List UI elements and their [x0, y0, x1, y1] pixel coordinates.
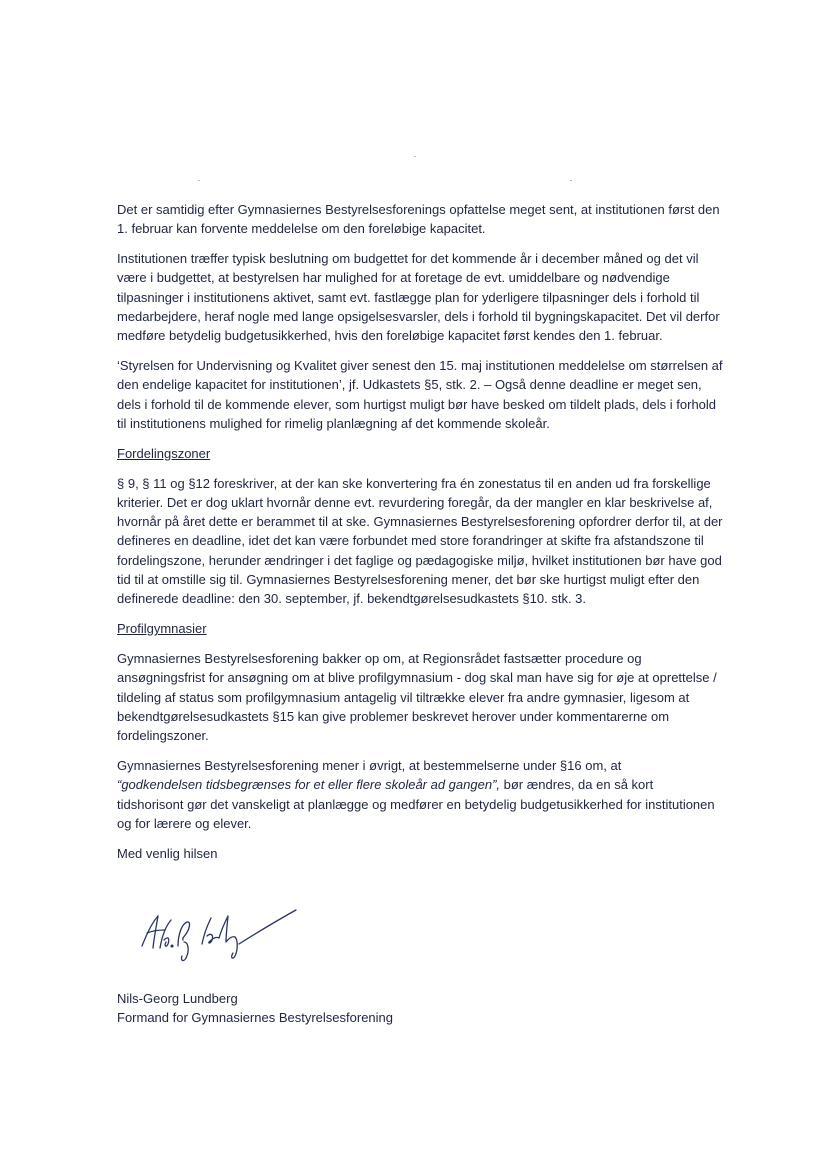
paragraph-capacity-deadline: Det er samtidig efter Gymnasiernes Bestyrelsesforenings opfattelse meget sent, at institutionen først den 1. februar kan forvente meddelelse om den foreløbige kapacitet.: [117, 202, 720, 237]
signer-title: Formand for Gymnasiernes Bestyrelsesforening: [117, 1010, 394, 1026]
paragraph-time-limit-rest: bør ændres, da en så kort tidshorisont gør det vanskeligt at planlægge og medfører en betydelig budgetusikkerhed for institutionen og for lærere og elever.: [117, 777, 715, 831]
closing-greeting: Med venlig hilsen: [117, 845, 218, 861]
paragraph-final-capacity: ‘Styrelsen for Undervisning og Kvalitet giver senest den 15. maj institutionen meddelelse om størrelsen af den endelige kapacitet for institutionen’, jf. Udkastets §5, stk. 2. – Også denne deadline er meget sen, dels i forhold til de kommende elever, som hurtigst muligt bør have besked om tildelt plads, dels i forhold til institutionens mulighed for rimelig planlægning af det kommende skoleår.: [117, 358, 723, 431]
quoted-provision: “godkendelsen tidsbegrænses for et eller flere skoleår ad gangen”,: [117, 777, 501, 793]
paragraph-zones: § 9, § 11 og §12 foreskriver, at der kan ske konvertering fra én zonestatus til en anden ud fra forskellige kriterier. Det er dog uklart hvornår denne evt. revurdering foregår, da der mangler en klar beskrivelse af, hvornår på året dette er berammet til at ske. Gymnasiernes Bestyrelsesforening opfordrer derfor til, at der defineres en deadline, idet det kan være forbundet med store forandringer at skifte fra afstandszone til fordelingszone, herunder ændringer i det faglige og pædagogiske miljø, hvilket institutionen bør have god tid til at omstille sig til. Gymnasiernes Bestyrelsesforening mener, det bør ske hurtigst muligt efter den definerede deadline: den 30. september, jf. bekendtgørelsesudkastets §10. stk. 3.: [117, 475, 723, 607]
paragraph-budget: Institutionen træffer typisk beslutning om budgettet for det kommende år i december måned og det vil være i budgettet, at bestyrelsen har mulighed for at foretage de evt. umiddelbare og nødvendige tilpasninger i institutionens aktivet, samt evt. fastlægge plan for yderligere tilpasninger dels i forhold til medarbejdere, heraf nogle med lange opsigelsesvarsler, dels i forhold til bygningskapacitet. Det vil derfor medføre betydelig budgetusikkerhed, hvis den foreløbige kapacitet først kendes den 1. februar.: [117, 251, 720, 344]
signer-block: [117, 989, 393, 1028]
heading-profilgymnasier: Profilgymnasier: [117, 621, 207, 637]
signature-icon: [138, 906, 303, 968]
paragraph-profile-schools: Gymnasiernes Bestyrelsesforening bakker op om, at Regionsrådet fastsætter procedure og ansøgningsfrist for ansøgning om at blive profilgymnasium - dog skal man have sig for øje at oprettelse / tildeling af status som profilgymnasium antagelig vil tiltrække elever fra andre gymnasier, ligesom at bekendtgørelsesudkastets §15 kan give problemer beskrevet herover under kommentarerne om fordelingszoner.: [117, 650, 717, 744]
paragraph-time-limit-intro: Gymnasiernes Bestyrelsesforening mener i øvrigt, at bestemmelserne under §16 om, at: [117, 757, 622, 773]
paragraph-time-limit: [117, 756, 723, 833]
letter-body: [117, 200, 723, 873]
scan-speck: [198, 180, 200, 181]
signer-name: Nils-Georg Lundberg: [117, 991, 238, 1006]
scan-speck: [570, 180, 572, 181]
heading-fordelingszoner: Fordelingszoner: [117, 445, 211, 461]
scan-speck: [414, 156, 416, 157]
